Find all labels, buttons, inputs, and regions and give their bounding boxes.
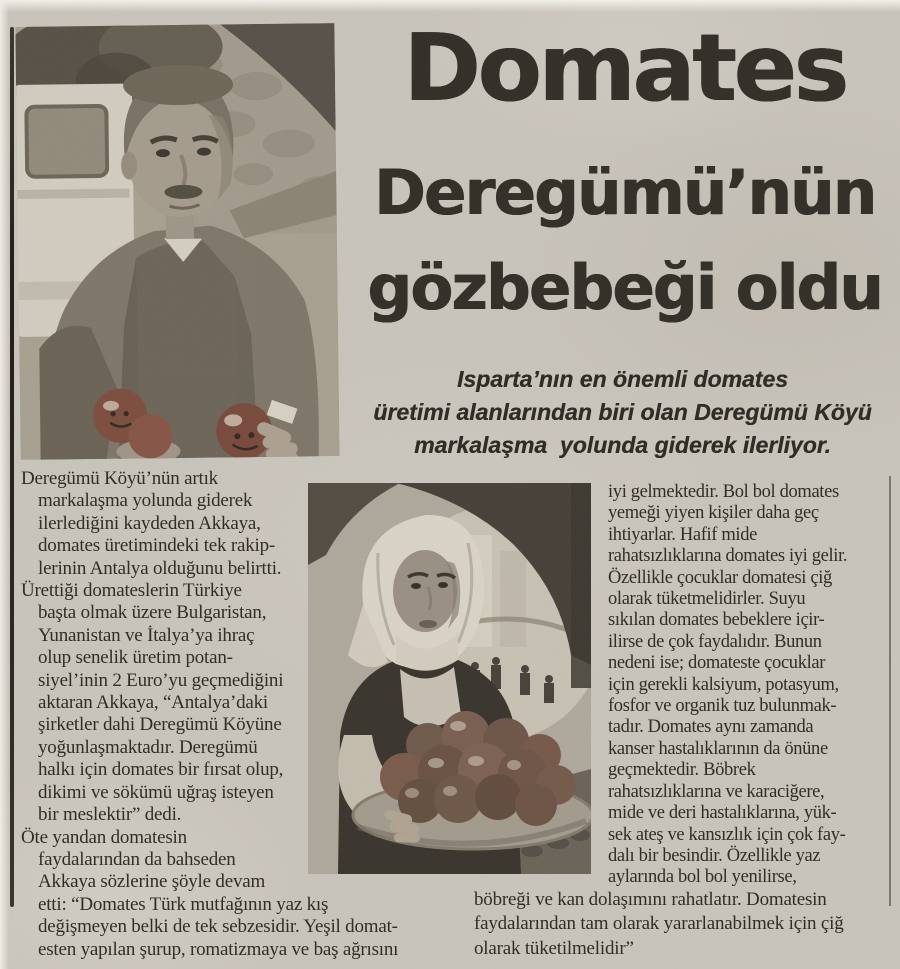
text-line: bir meslektir” dedi. bbox=[38, 804, 182, 826]
text-line: şirketler dahi Deregümü Köyüne bbox=[38, 714, 282, 736]
text-line: esten yapılan şurup, romatizmaya ve baş ağrısını bbox=[38, 938, 399, 960]
text-line: olup senelik üretim potan- bbox=[38, 647, 233, 669]
text-line: domates üretimindeki tek rakip- bbox=[38, 535, 276, 557]
right-column bbox=[608, 482, 893, 889]
text-line: lerinin Antalya olduğunu belirtti. bbox=[38, 557, 282, 579]
text-line: kanser hastalıklarının da önüne bbox=[608, 738, 828, 759]
left-column-rule bbox=[10, 27, 14, 907]
text-line: olarak tüketilmelidir” bbox=[474, 937, 634, 959]
text-line: değişmeyen belki de tek sebzesidir. Yeşil domat- bbox=[38, 916, 398, 938]
text-line: fosfor ve organik tuz bulunmak- bbox=[608, 696, 837, 717]
text-line: yemeği yiyen kişiler daha geç bbox=[608, 503, 819, 524]
text-line: başta olmak üzere Bulgaristan, bbox=[38, 602, 267, 624]
headline-line-3: gözbebeği oldu bbox=[367, 251, 883, 324]
text-line: tadır. Domates aynı zamanda bbox=[608, 717, 814, 738]
text-line: için gerekli kalsiyum, potasyum, bbox=[608, 674, 839, 695]
text-line: faydalarından da bahseden bbox=[38, 848, 236, 870]
text-line: iyi gelmektedir. Bol bol domates bbox=[608, 482, 839, 502]
text-line: dalı bir besindir. Özellikle yaz bbox=[608, 845, 821, 866]
headline-line-1: Domates bbox=[403, 14, 847, 122]
text-line: sıkılan domates bebeklere içir- bbox=[608, 610, 825, 631]
text-line: Deregümü Köyü’nün artık bbox=[21, 468, 218, 489]
text-line: aylarında bol bol yenilirse, bbox=[608, 867, 797, 888]
man-with-tomatoes-photo bbox=[15, 23, 339, 460]
text-line: ihtiyarlar. Hafif mide bbox=[608, 524, 757, 545]
scan-left-edge bbox=[0, 0, 9, 969]
text-line: faydalarından tam olarak yararlanabilmek için çiğ bbox=[474, 913, 844, 935]
text-line: halkı için domates bir fırsat olup, bbox=[38, 759, 284, 781]
text-line: dikimi ve sökümü uğraş isteyen bbox=[38, 781, 274, 803]
text-line: Öte yandan domatesin bbox=[21, 826, 187, 848]
text-line: sek ateş ve kansızlık için çok fay- bbox=[608, 824, 846, 845]
text-line: Ürettiği domateslerin Türkiye bbox=[21, 580, 242, 602]
left-column bbox=[21, 468, 461, 961]
text-line: ilerlediğini kaydeden Akkaya, bbox=[38, 512, 261, 534]
text-line: böbreği ve kan dolaşımını rahatlatır. Domatesin bbox=[474, 889, 827, 910]
text-line: olarak tüketmelidirler. Suyu bbox=[608, 589, 806, 610]
text-line: siyel’inin 2 Euro’yu geçmediğini bbox=[38, 669, 284, 691]
text-line: Özellikle çocuklar domatesi çiğ bbox=[608, 567, 832, 588]
text-line: markalaşma yolunda giderek bbox=[38, 490, 253, 512]
photo-illustration bbox=[15, 23, 339, 460]
subheadline bbox=[345, 363, 900, 462]
scan-top-edge bbox=[0, 0, 900, 12]
text-line: rahatsızlıklarına ve karaciğere, bbox=[608, 781, 825, 802]
subhead-line-1: Isparta’nın en önemli domates bbox=[456, 366, 789, 392]
text-line: rahatsızlıklarına domates iyi gelir. bbox=[608, 546, 848, 567]
text-line: mide ve deri hastalıklarına, yük- bbox=[608, 803, 837, 824]
text-line: etti: “Domates Türk mutfağının yaz kış bbox=[38, 893, 329, 915]
text-line: ilirse de çok faydalıdır. Bunun bbox=[608, 631, 822, 652]
text-line: nedeni ise; domateste çocuklar bbox=[608, 653, 826, 674]
text-line: yoğunlaşmaktadır. Deregümü bbox=[38, 736, 258, 758]
headline-line-2: Deregümü’nün bbox=[374, 156, 876, 229]
subhead-line-2: üretimi alanlarından biri olan Deregümü Köyü bbox=[373, 399, 872, 425]
text-line: geçmektedir. Böbrek bbox=[608, 760, 756, 781]
subhead-line-3: markalaşma yolunda giderek ilerliyor. bbox=[414, 432, 831, 458]
text-line: Akkaya sözlerine şöyle devam bbox=[38, 871, 266, 893]
text-line: aktaran Akkaya, “Antalya’daki bbox=[38, 692, 269, 714]
text-line: Yunanistan ve İtalya’ya ihraç bbox=[38, 624, 255, 646]
bottom-right-text bbox=[474, 888, 894, 961]
